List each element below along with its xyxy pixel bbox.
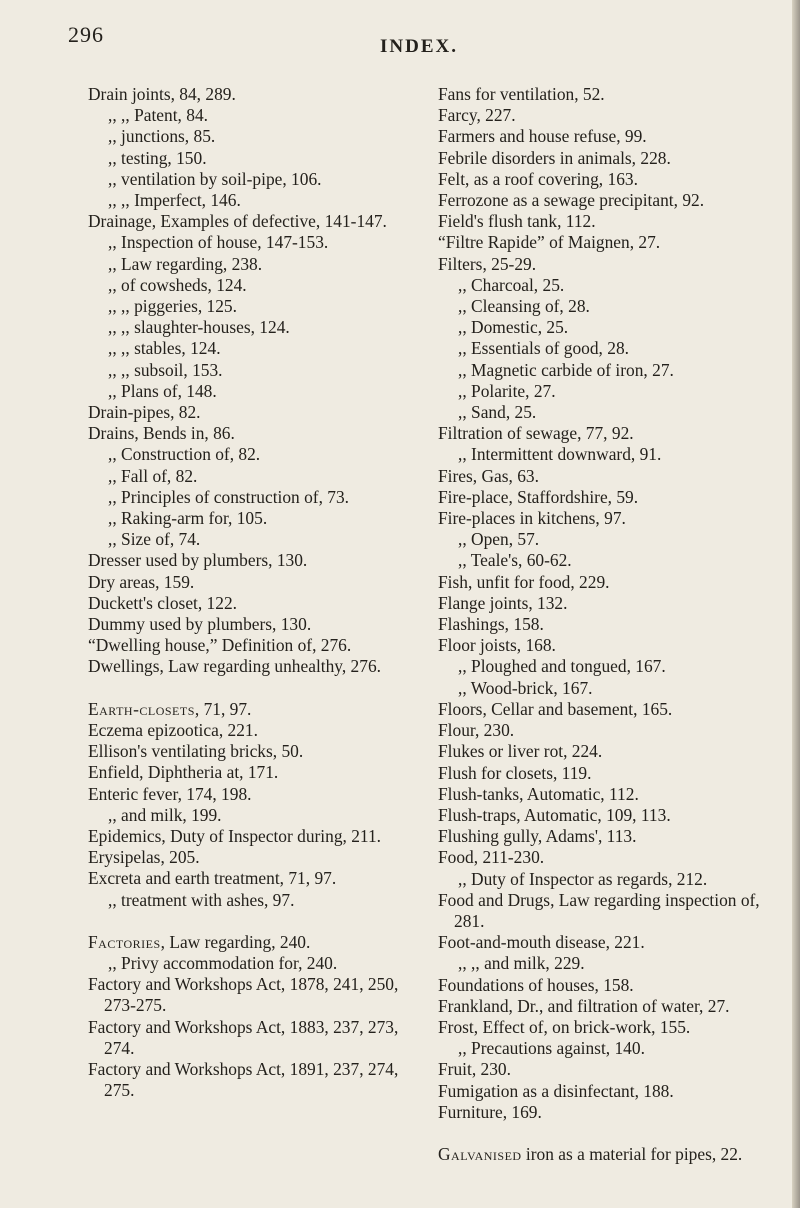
page-number: 296	[68, 22, 104, 47]
index-subentry: ,, junctions, 85.	[108, 126, 216, 147]
index-entry: Frost, Effect of, on brick-work, 155.	[438, 1016, 691, 1037]
index-subentry: ,, Inspection of house, 147-153.	[108, 232, 329, 253]
index-entry: Flange joints, 132.	[438, 592, 568, 613]
index-entry: Drains, Bends in, 86.	[88, 423, 235, 444]
index-subentry: ,, Fall of, 82.	[108, 465, 198, 486]
index-entry: Galvanised iron as a material for pipes, 22.	[438, 1143, 743, 1164]
index-entry: Foundations of houses, 158.	[438, 974, 634, 995]
index-subentry: ,, Teale's, 60-62.	[458, 550, 572, 571]
index-subentry: ,, ,, and milk, 229.	[458, 953, 585, 974]
index-subentry: ,, ,, Imperfect, 146.	[108, 190, 241, 211]
index-entry: Earth-closets, 71, 97.	[88, 698, 252, 719]
index-subentry: ,, ,, subsoil, 153.	[108, 359, 223, 380]
index-entry: Flush-tanks, Automatic, 112.	[438, 783, 639, 804]
index-subentry: ,, Wood-brick, 167.	[458, 677, 593, 698]
section-gap	[88, 911, 406, 932]
index-subentry: ,, treatment with ashes, 97.	[108, 889, 295, 910]
index-subentry: ,, and milk, 199.	[108, 804, 222, 825]
index-subentry: ,, Plans of, 148.	[108, 380, 217, 401]
index-subentry: ,, ,, slaughter-houses, 124.	[108, 317, 290, 338]
index-subentry: ,, Domestic, 25.	[458, 317, 569, 338]
index-entry: Floor joists, 168.	[438, 635, 556, 656]
index-entry: Febrile disorders in animals, 228.	[438, 147, 671, 168]
index-entry: Factory and Workshops Act, 1891, 237, 274, 275.	[88, 1058, 399, 1101]
index-entry: Floors, Cellar and basement, 165.	[438, 698, 673, 719]
index-entry: Flush-traps, Automatic, 109, 113.	[438, 804, 671, 825]
index-entry: Furniture, 169.	[438, 1101, 542, 1122]
index-column-right	[438, 84, 778, 1165]
index-entry: Fruit, 230.	[438, 1059, 511, 1080]
index-subentry: ,, Ploughed and tongued, 167.	[458, 656, 666, 677]
index-entry: Frankland, Dr., and filtration of water, 27.	[438, 995, 730, 1016]
index-subentry: ,, Intermittent downward, 91.	[458, 444, 662, 465]
section-gap	[438, 1123, 778, 1144]
index-subentry: ,, ,, stables, 124.	[108, 338, 221, 359]
page-edge	[792, 0, 800, 1208]
index-entry: Excreta and earth treatment, 71, 97.	[88, 868, 337, 889]
index-subentry: ,, Duty of Inspector as regards, 212.	[458, 868, 708, 889]
index-entry: Factory and Workshops Act, 1883, 237, 273, 274.	[88, 1016, 399, 1058]
section-lead-word: Galvanised	[438, 1143, 522, 1164]
index-subentry: ,, Raking-arm for, 105.	[108, 508, 268, 529]
index-subentry: ,, Open, 57.	[458, 529, 540, 550]
index-entry: Flushing gully, Adams', 113.	[438, 826, 637, 847]
index-subentry: ,, Charcoal, 25.	[458, 274, 565, 295]
index-entry: Farcy, 227.	[438, 105, 516, 126]
index-entry: Fires, Gas, 63.	[438, 465, 539, 486]
index-subentry: ,, ventilation by soil-pipe, 106.	[108, 168, 322, 189]
index-entry: Fire-place, Staffordshire, 59.	[438, 486, 639, 507]
index-subentry: ,, Law regarding, 238.	[108, 253, 263, 274]
index-entry: Factory and Workshops Act, 1878, 241, 250, 273-275.	[88, 974, 399, 1016]
index-entry: Farmers and house refuse, 99.	[438, 126, 647, 147]
index-entry: Foot-and-mouth disease, 221.	[438, 932, 645, 953]
index-subentry: ,, Polarite, 27.	[458, 380, 556, 401]
index-subentry: ,, of cowsheds, 124.	[108, 274, 247, 295]
index-entry: Flush for closets, 119.	[438, 762, 592, 783]
index-subentry: ,, Privy accommodation for, 240.	[108, 952, 338, 973]
index-subentry: ,, Magnetic carbide of iron, 27.	[458, 359, 674, 380]
index-entry: Drainage, Examples of defective, 141-147.	[88, 211, 387, 232]
index-subentry: ,, ,, Patent, 84.	[108, 105, 208, 126]
index-subentry: ,, Size of, 74.	[108, 529, 201, 550]
index-entry: Dry areas, 159.	[88, 571, 195, 592]
index-entry: Filtration of sewage, 77, 92.	[438, 423, 634, 444]
index-entry: Field's flush tank, 112.	[438, 211, 596, 232]
running-head: INDEX.	[380, 36, 458, 57]
index-subentry: ,, Sand, 25.	[458, 402, 537, 423]
section-lead-word: Earth-closets	[88, 698, 195, 719]
index-entry: Eczema epizootica, 221.	[88, 719, 258, 740]
index-entry: Ellison's ventilating bricks, 50.	[88, 741, 304, 762]
index-entry: Food, 211-230.	[438, 847, 545, 868]
index-entry: Duckett's closet, 122.	[88, 592, 237, 613]
index-entry: Drain joints, 84, 289.	[88, 84, 236, 104]
index-entry: Felt, as a roof covering, 163.	[438, 168, 638, 189]
index-entry: Dummy used by plumbers, 130.	[88, 614, 312, 635]
index-entry: Factories, Law regarding, 240.	[88, 931, 311, 952]
index-entry: Epidemics, Duty of Inspector during, 211.	[88, 825, 382, 846]
index-entry: Flour, 230.	[438, 720, 515, 741]
index-entry: Filters, 25-29.	[438, 253, 537, 274]
index-subentry: ,, ,, piggeries, 125.	[108, 296, 237, 317]
index-entry: Dresser used by plumbers, 130.	[88, 550, 308, 571]
index-entry: “Dwelling house,” Definition of, 276.	[88, 635, 352, 656]
index-entry: Flashings, 158.	[438, 614, 544, 635]
index-subentry: ,, Essentials of good, 28.	[458, 338, 629, 359]
index-entry: Erysipelas, 205.	[88, 847, 200, 868]
index-entry: Fumigation as a disinfectant, 188.	[438, 1080, 674, 1101]
section-gap	[88, 678, 406, 699]
index-entry: Fish, unfit for food, 229.	[438, 571, 610, 592]
index-entry: Enfield, Diphtheria at, 171.	[88, 762, 279, 783]
index-subentry: ,, Cleansing of, 28.	[458, 296, 590, 317]
index-entry: “Filtre Rapide” of Maignen, 27.	[438, 232, 661, 253]
index-entry: Fans for ventilation, 52.	[438, 84, 605, 104]
index-entry: Drain-pipes, 82.	[88, 402, 201, 423]
index-subentry: ,, Construction of, 82.	[108, 444, 261, 465]
index-subentry: ,, Precautions against, 140.	[458, 1038, 645, 1059]
section-lead-word: Factories	[88, 931, 161, 952]
index-column-left	[88, 84, 406, 1101]
index-subentry: ,, testing, 150.	[108, 147, 207, 168]
index-entry: Dwellings, Law regarding unhealthy, 276.	[88, 656, 381, 677]
index-entry: Fire-places in kitchens, 97.	[438, 508, 626, 529]
index-entry: Ferrozone as a sewage precipitant, 92.	[438, 190, 705, 211]
index-entry: Food and Drugs, Law regarding inspection of, 281.	[438, 889, 760, 931]
index-entry: Enteric fever, 174, 198.	[88, 783, 252, 804]
index-subentry: ,, Principles of construction of, 73.	[108, 486, 350, 507]
index-entry: Flukes or liver rot, 224.	[438, 741, 603, 762]
